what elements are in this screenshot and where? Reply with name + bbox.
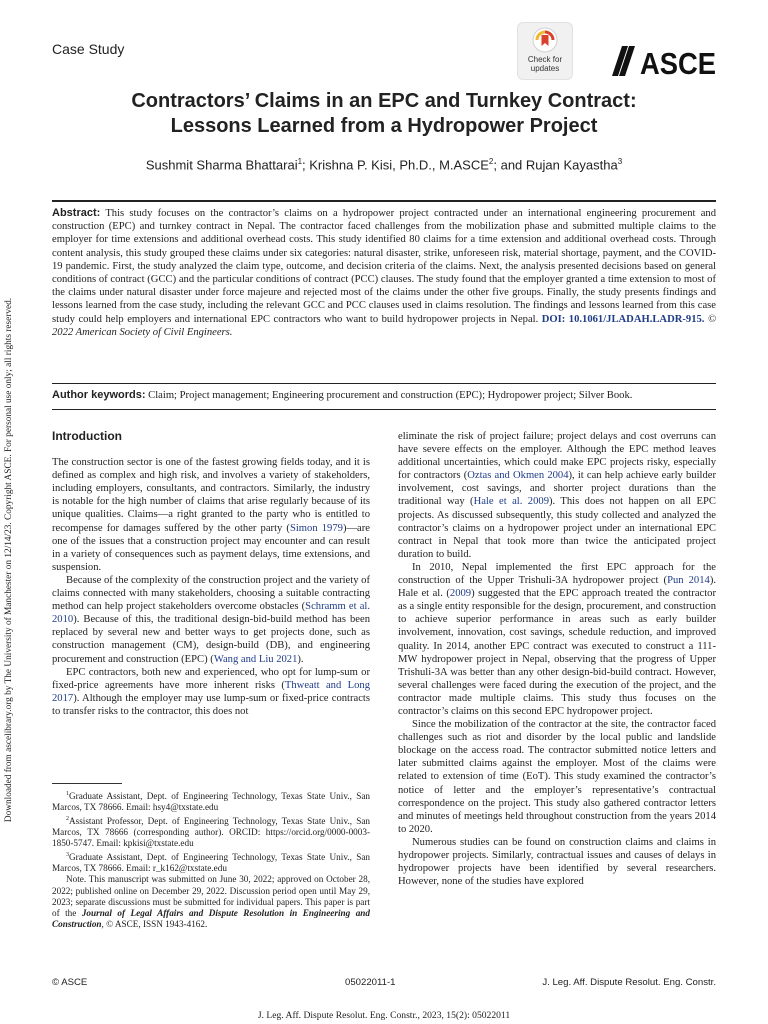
author-1-affiliation: 1: [297, 157, 303, 166]
author-3-affiliation: 3: [617, 157, 623, 166]
intro-paragraph-1: The construction sector is one of the fastest growing fields today, and it is defined as complex and high risk, and involves a variety of stakeholders, including employers, consultants, and contractors. Similarly, the industry is notable for the high number of claims that arise regularly because of its unique qualities. Claims—a right granted to the party who is entitled to recompense for damages suffered by the other party (Simon 1979)—are one of the issues that a construction project may encounter and can result in a variety of consequences such as payment delays, time extensions, and suspension.: [52, 457, 370, 573]
body-paragraph-3: Since the mobilization of the contractor at the site, the contractor faced challenges such as riot and disorder by the local public and landslide blockage on the access road. The contractor submitted notice letters and later submitted claims against the employer. Most of the claims were related to extension of time (EoT). This study examined the contractor’s notice of letter and the employer’s representative’s contractual correspondence on the project. This study also gathered contractor letters and minutes of meetings held throughout construction from the years 2014 to 2020.: [398, 719, 716, 835]
footer-page-id: 05022011-1: [345, 977, 396, 988]
footer-copyright: © ASCE: [52, 977, 88, 988]
bookmark-icon: [532, 27, 558, 53]
footnote-rule: [52, 783, 122, 784]
abstract-label: Abstract:: [52, 207, 101, 219]
citation-link[interactable]: Oztas and Okmen 2004: [467, 470, 569, 482]
footer-journal: J. Leg. Aff. Dispute Resolut. Eng. Constr.: [542, 977, 716, 988]
citation-link[interactable]: Schramm et al. 2010: [52, 601, 370, 626]
doi-link[interactable]: DOI: 10.1061/JLADAH.LADR-915.: [541, 313, 705, 325]
citation-link[interactable]: Wang and Liu 2021: [213, 653, 298, 665]
asce-logo-text: ASCE: [640, 46, 716, 80]
author-list: [40, 157, 728, 172]
asce-logo: [610, 40, 718, 80]
citation-link[interactable]: 2009: [449, 588, 472, 600]
citation-link[interactable]: Thweatt and Long 2017: [52, 679, 370, 704]
paper-title: [40, 89, 728, 139]
author-keywords: [52, 388, 716, 403]
citation-link[interactable]: Pun 2014: [667, 575, 710, 587]
footnotes: [52, 789, 370, 931]
journal-name: Journal of Legal Affairs and Dispute Resolution in Engineering and Construction: [52, 908, 370, 930]
submission-note: Note. This manuscript was submitted on June 30, 2022; approved on October 28, 2022; published online on December 29, 2022. Discussion period open until May 29, 2023; separate discussions must be submitted for individual papers. This paper is part of the Journal of Legal Affairs and Dispute Resolution in Engineering and Construction, © ASCE, ISSN 1943-4162.: [52, 874, 370, 930]
check-for-updates-label: Check for updates: [527, 55, 563, 73]
body-paragraph-1: eliminate the risk of project failure; project delays and cost overruns can have severe effects on the employer. Although the EPC method leaves additional uncertainties, which could make EPC projects risky, especially for contractors (Oztas and Okmen 2004), it can help achieve early builder involvement, cost savings, and shorter project durations than the traditional way (Hale et al. 2009). This does not happen on all EPC projects. As discussed subsequently, this study collected and analyzed the contractor’s claims on a hydropower project under an international EPC contract in Nepal that took more than twice the anticipated project duration to build.: [398, 431, 716, 560]
author-2: ; Krishna P. Kisi, Ph.D., M.ASCE: [302, 157, 489, 173]
abstract-top-rule: [52, 200, 716, 202]
download-notice-text: Downloaded from ascelibrary.org by The University of Manchester on 12/14/23. Copyright ASCE. For personal use only; all rights reserved.: [4, 297, 15, 823]
intro-paragraph-2: Because of the complexity of the construction project and the variety of claims connected with many stakeholders, choosing a suitable contracting method can help project stakeholders overcome obstacles (Schramm et al. 2010). Because of this, the traditional design-bid-build method has been replaced by several new and better ways to get projects done, such as construction management (CM), design-build (DB), and engineering procurement and construction (EPC) (Wang and Liu 2021).: [52, 574, 370, 665]
bottom-citation: J. Leg. Aff. Dispute Resolut. Eng. Constr., 2023, 15(2): 05022011: [257, 1010, 511, 1021]
abstract-text: This study focuses on the contractor’s claims on a hydropower project contracted under an international engineering procurement and construction (EPC) and turnkey contract in Nepal. The contractor faced challenges from the mobilization phase and submitted multiple claims to the employer for time extensions and additional overhead costs. This study identified 80 claims for a time extension and additional overhead costs. Through content analysis, this study grouped these claims under six categories: natural disaster, strike, unforeseen risk, material shortage, payment, and the COVID-19 pandemic. First, the study analyzed the claim type, outcome, and decision criteria of the claims. Next, the analysis presented decisions based on general conditions of contract (GCC) and the particular conditions of contract (PCC) clauses. The study found that the employer granted a time extension to most of the claims under natural disaster under force majeure and rejected most of the claims under the other five groups. Finally, the study presents findings and lessons learned from the case study, including the relevant GCC and PCC clauses used in claims resolution. The findings and lessons learned from this case study could help employers and international EPC contractors who want to build hydropower projects in Nepal.: [52, 208, 716, 325]
left-column: [52, 430, 370, 718]
paper-title-line-2: Lessons Learned from a Hydropower Project: [170, 115, 598, 137]
section-heading-introduction: Introduction: [52, 429, 122, 443]
body-paragraph-2: In 2010, Nepal implemented the first EPC approach for the construction of the Upper Trishuli-3A hydropower project (Pun 2014). Hale et al. (2009) suggested that the EPC approach treated the contractor as a single entity responsible for the design, procurement, and construction to achieve superior performance in areas such as early builder involvement, innovation, cost savings, schedule reduction, and improved quality. In 2014, another EPC contract was executed to construct a 111-MW hydropower project in Nepal, observing that the progress of Upper Trishuli-3A was better than any other design-bid-build contract. However, several challenges were faced during the execution of the project, and the contractor made multiple claims. This study thus focuses on the contractor’s claims on this second EPC hydropower project.: [398, 561, 716, 717]
author-3: ; and Rujan Kayastha: [493, 157, 618, 173]
abstract: [52, 207, 716, 339]
right-column: [398, 430, 716, 888]
keywords-label: Author keywords:: [52, 389, 146, 401]
keywords-top-rule: [52, 383, 716, 384]
paper-title-line-1: Contractors’ Claims in an EPC and Turnkey Contract:: [131, 90, 637, 112]
body-paragraph-4: Numerous studies can be found on construction claims and claims in hydropower projects. Similarly, contractual issues and causes of delays in hydropower projects have been identified by several researchers. However, none of the studies have explored: [398, 836, 716, 888]
footnote-3: $^3$Graduate Assistant, Dept. of Engineering Technology, Texas State Univ., San Marcos, TX 78666. Email: r_k162@txstate.edu: [52, 851, 370, 873]
keywords-text: Claim; Project management; Engineering procurement and construction (EPC); Hydropower project; Silver Book.: [145, 390, 633, 401]
intro-paragraph-3: EPC contractors, both new and experienced, who opt for lump-sum or fixed-price agreements have more inherent risks (Thweatt and Long 2017). Although the employer may use lump-sum or fixed-price contracts to transfer risks to the contractor, this does not: [52, 666, 370, 717]
author-2-affiliation: 2: [488, 157, 494, 166]
footnote-1: $^1$Graduate Assistant, Dept. of Engineering Technology, Texas State Univ., San Marcos, TX 78666. Email: hsy4@txstate.edu: [52, 791, 370, 813]
keywords-bottom-rule: [52, 409, 716, 410]
download-notice: [2, 215, 16, 905]
copyright-notice: © 2022 American Society of Civil Engineers.: [52, 313, 717, 338]
author-1: Sushmit Sharma Bhattarai: [145, 157, 298, 173]
footnote-2: $^2$Assistant Professor, Dept. of Engineering Technology, Texas State Univ., San Marcos, TX 78666 (corresponding author). ORCID: https://orcid.org/0000-0003-1850-5747. Email: kpkisi@txstate.edu: [52, 815, 370, 849]
citation-link[interactable]: Simon 1979: [289, 522, 343, 534]
check-for-updates-badge[interactable]: [517, 22, 573, 80]
citation-link[interactable]: Hale et al. 2009: [473, 496, 549, 508]
article-type-label: Case Study: [52, 41, 125, 57]
